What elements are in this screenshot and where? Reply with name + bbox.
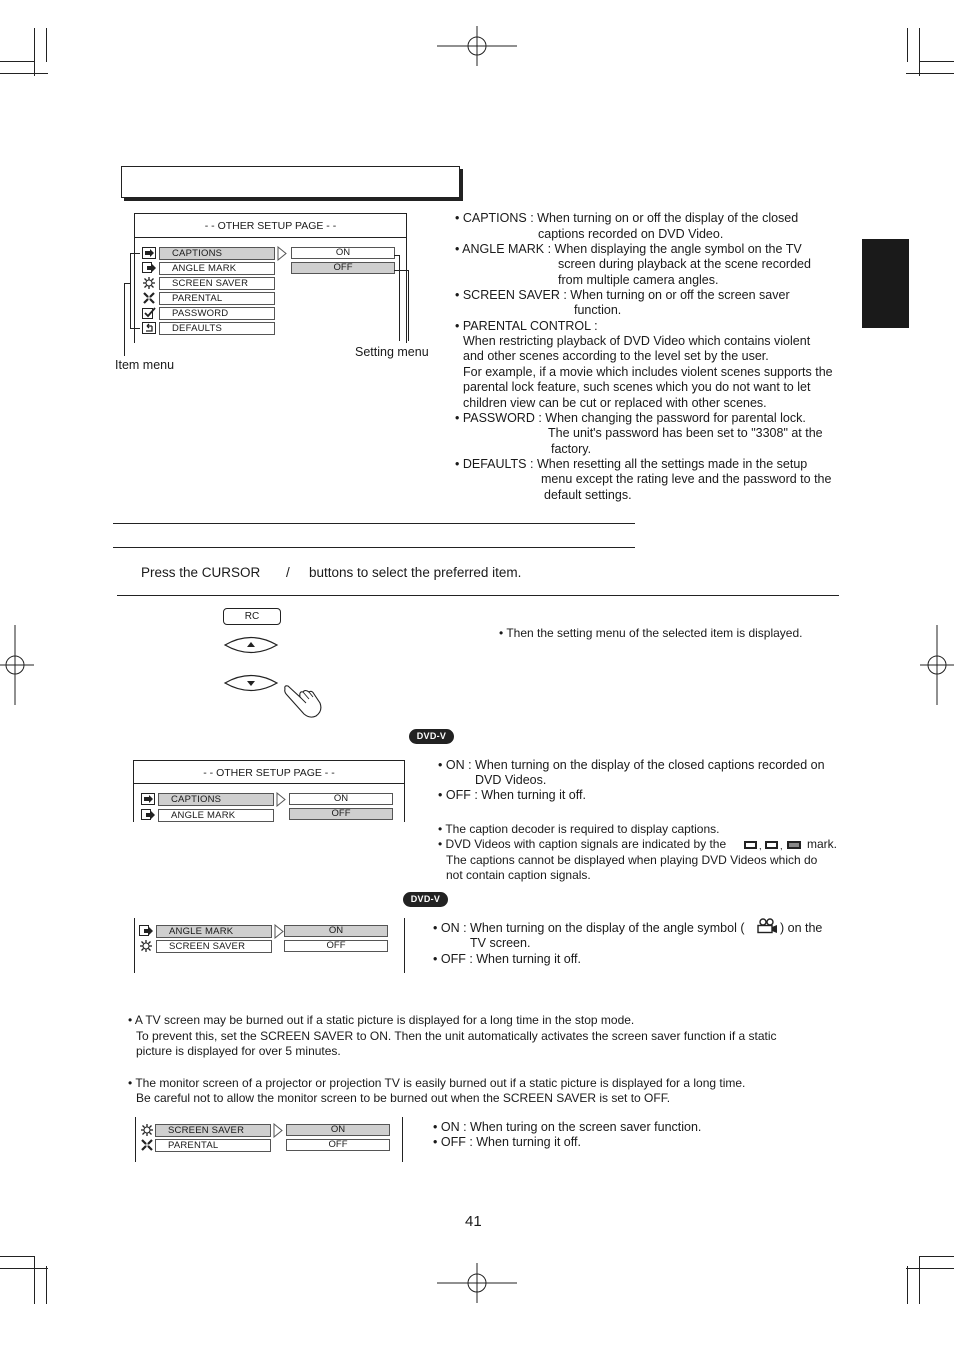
option-on[interactable]: ON — [289, 793, 393, 805]
menu-item-parental[interactable]: PARENTAL — [159, 292, 275, 305]
rc-label: RC — [223, 608, 281, 625]
menu-item-angle-mark[interactable]: ANGLE MARK — [156, 925, 272, 938]
option-on[interactable]: ON — [286, 1124, 390, 1136]
angle-mark-icon — [139, 925, 153, 937]
option-off[interactable]: OFF — [291, 262, 395, 274]
menu-item-angle-mark[interactable]: ANGLE MARK — [159, 262, 275, 275]
menu-item-screen-saver[interactable]: SCREEN SAVER — [156, 940, 272, 953]
captions-icon — [142, 247, 156, 259]
registration-mark-bottom — [437, 1263, 517, 1303]
section-heading-box — [121, 166, 460, 198]
item-menu-label: Item menu — [115, 358, 175, 372]
option-off[interactable]: OFF — [289, 808, 393, 820]
step-press-text: Press the CURSOR — [141, 565, 261, 580]
password-icon — [142, 307, 156, 319]
angle-mark-menu — [134, 918, 405, 973]
svg-text:,: , — [759, 841, 762, 851]
svg-text:,: , — [780, 841, 783, 851]
menu-item-captions[interactable]: CAPTIONS — [158, 793, 274, 806]
menu-item-parental[interactable]: PARENTAL — [155, 1139, 271, 1152]
dvd-v-badge: DVD-V — [403, 892, 448, 907]
screen-saver-icon — [140, 1124, 154, 1136]
step-buttons-text: buttons to select the preferred item. — [309, 565, 522, 580]
other-setup-menu — [134, 213, 407, 343]
angle-mark-icon — [141, 809, 155, 821]
menu-item-password[interactable]: PASSWORD — [159, 307, 275, 320]
defaults-icon — [142, 322, 156, 334]
menu-title: - - OTHER SETUP PAGE - - — [204, 220, 337, 232]
parental-icon — [140, 1139, 154, 1151]
selection-arrow-icon — [274, 924, 284, 939]
option-on[interactable]: ON — [284, 925, 388, 937]
page-number: 41 — [465, 1213, 482, 1230]
menu-item-defaults[interactable]: DEFAULTS — [159, 322, 275, 335]
registration-mark-left — [0, 625, 34, 705]
step-slash: / — [286, 565, 290, 580]
dvd-v-badge: DVD-V — [409, 729, 454, 744]
selection-arrow-icon — [277, 246, 287, 261]
option-on[interactable]: ON — [291, 247, 395, 259]
menu-item-captions[interactable]: CAPTIONS — [159, 247, 275, 260]
selection-arrow-icon — [276, 792, 286, 807]
angle-symbol-icon — [756, 918, 778, 934]
screen-saver-menu — [135, 1117, 403, 1162]
screen-saver-icon — [142, 277, 156, 289]
divider — [117, 595, 839, 596]
registration-mark-top — [437, 26, 517, 66]
menu-item-angle-mark[interactable]: ANGLE MARK — [158, 809, 274, 822]
captions-icon — [141, 793, 155, 805]
cursor-up-button[interactable] — [223, 634, 279, 656]
selection-arrow-icon — [273, 1123, 283, 1138]
divider — [113, 547, 635, 548]
menu-item-screen-saver[interactable]: SCREEN SAVER — [155, 1124, 271, 1137]
section-tab — [862, 239, 909, 328]
setting-menu-label: Setting menu — [355, 345, 429, 359]
divider — [113, 523, 635, 524]
captions-menu — [133, 760, 405, 822]
pressing-hand-icon — [282, 683, 324, 719]
menu-item-screen-saver[interactable]: SCREEN SAVER — [159, 277, 275, 290]
option-off[interactable]: OFF — [286, 1139, 390, 1151]
screen-saver-icon — [139, 940, 153, 952]
angle-mark-icon — [142, 262, 156, 274]
result-note: • Then the setting menu of the selected item is displayed. — [499, 626, 803, 640]
parental-icon — [142, 292, 156, 304]
caption-mark-icon — [742, 839, 804, 851]
option-off[interactable]: OFF — [284, 940, 388, 952]
cursor-down-button[interactable] — [223, 672, 279, 694]
menu-title: - - OTHER SETUP PAGE - - — [203, 767, 335, 779]
registration-mark-right — [920, 625, 954, 705]
